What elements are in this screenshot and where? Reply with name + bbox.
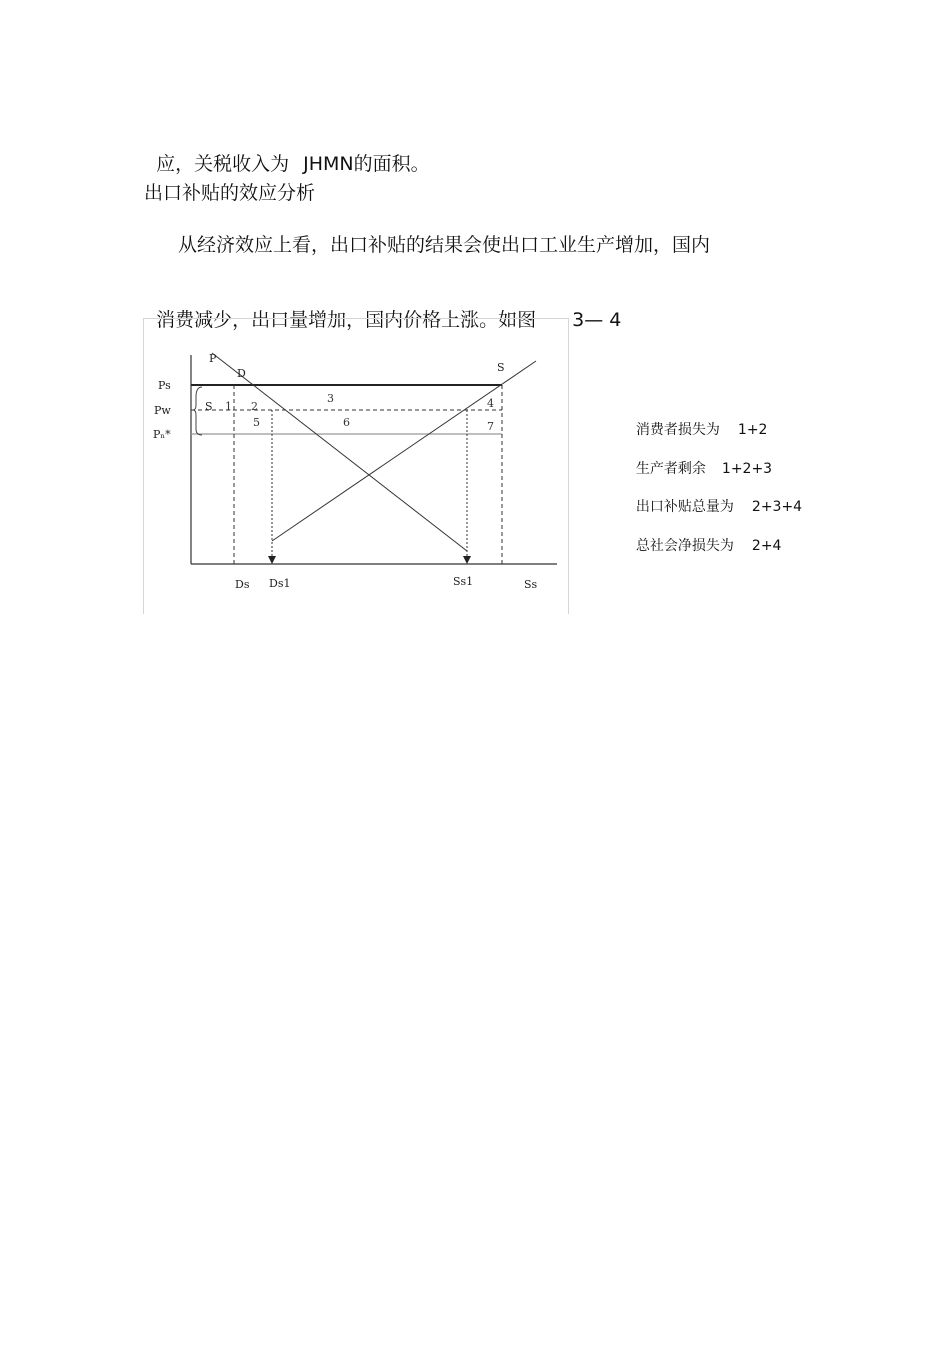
region-3: 3 <box>327 392 334 405</box>
legend-label: 消费者损失为 <box>635 422 720 438</box>
legend-consumer-loss <box>627 403 767 439</box>
export-subsidy-diagram <box>143 318 569 614</box>
diagram-svg <box>144 319 570 615</box>
legend-label: 生产者剩余 <box>635 461 706 477</box>
label-s: S <box>497 361 505 374</box>
legend-net-loss <box>627 519 781 555</box>
section-heading: 出口补贴的效应分析 <box>144 182 316 204</box>
legend-value: 1+2 <box>737 422 768 438</box>
ss1-arrow-icon <box>463 556 471 564</box>
label-ps: Ps <box>158 379 171 392</box>
label-ss1: Ss1 <box>453 575 474 588</box>
price-brace <box>193 387 202 435</box>
legend-label: 总社会净损失为 <box>635 538 734 554</box>
region-5: 5 <box>253 416 260 429</box>
supply-curve <box>272 361 536 541</box>
region-1: 1 <box>225 400 232 413</box>
legend-value: 2+3+4 <box>751 499 803 515</box>
label-ss: Ss <box>524 578 538 591</box>
line1-text-a: 应，关税收入为 <box>156 153 290 175</box>
label-ds: Ds <box>235 578 250 591</box>
region-7: 7 <box>487 420 494 433</box>
label-pn: Pₙ* <box>153 428 171 441</box>
legend-label: 出口补贴总量为 <box>635 499 734 515</box>
figure-ref: 3— 4 <box>572 309 622 331</box>
legend-value: 1+2+3 <box>721 461 773 477</box>
region-4: 4 <box>487 397 494 410</box>
region-2: 2 <box>251 400 258 413</box>
label-d: D <box>237 367 246 380</box>
label-p: P <box>209 352 217 365</box>
line3-text-a: 消费减少，出口量增加，国内价格上涨。如图 <box>156 309 537 331</box>
legend-subsidy-total <box>627 480 802 516</box>
label-ds1: Ds1 <box>269 577 291 590</box>
label-pw: Pw <box>154 404 171 417</box>
line1-text-b: JHMN <box>303 153 354 175</box>
region-6: 6 <box>343 416 350 429</box>
ds1-arrow-icon <box>268 556 276 564</box>
paragraph-line-1 <box>144 128 430 176</box>
legend-producer-surplus <box>627 442 772 478</box>
demand-curve <box>212 353 467 551</box>
paragraph-line-2: 从经济效应上看，出口补贴的结果会使出口工业生产增加，国内 <box>178 234 711 256</box>
legend-value: 2+4 <box>751 538 782 554</box>
label-s-brace: S <box>205 400 213 413</box>
line1-text-c: 的面积。 <box>353 153 430 175</box>
